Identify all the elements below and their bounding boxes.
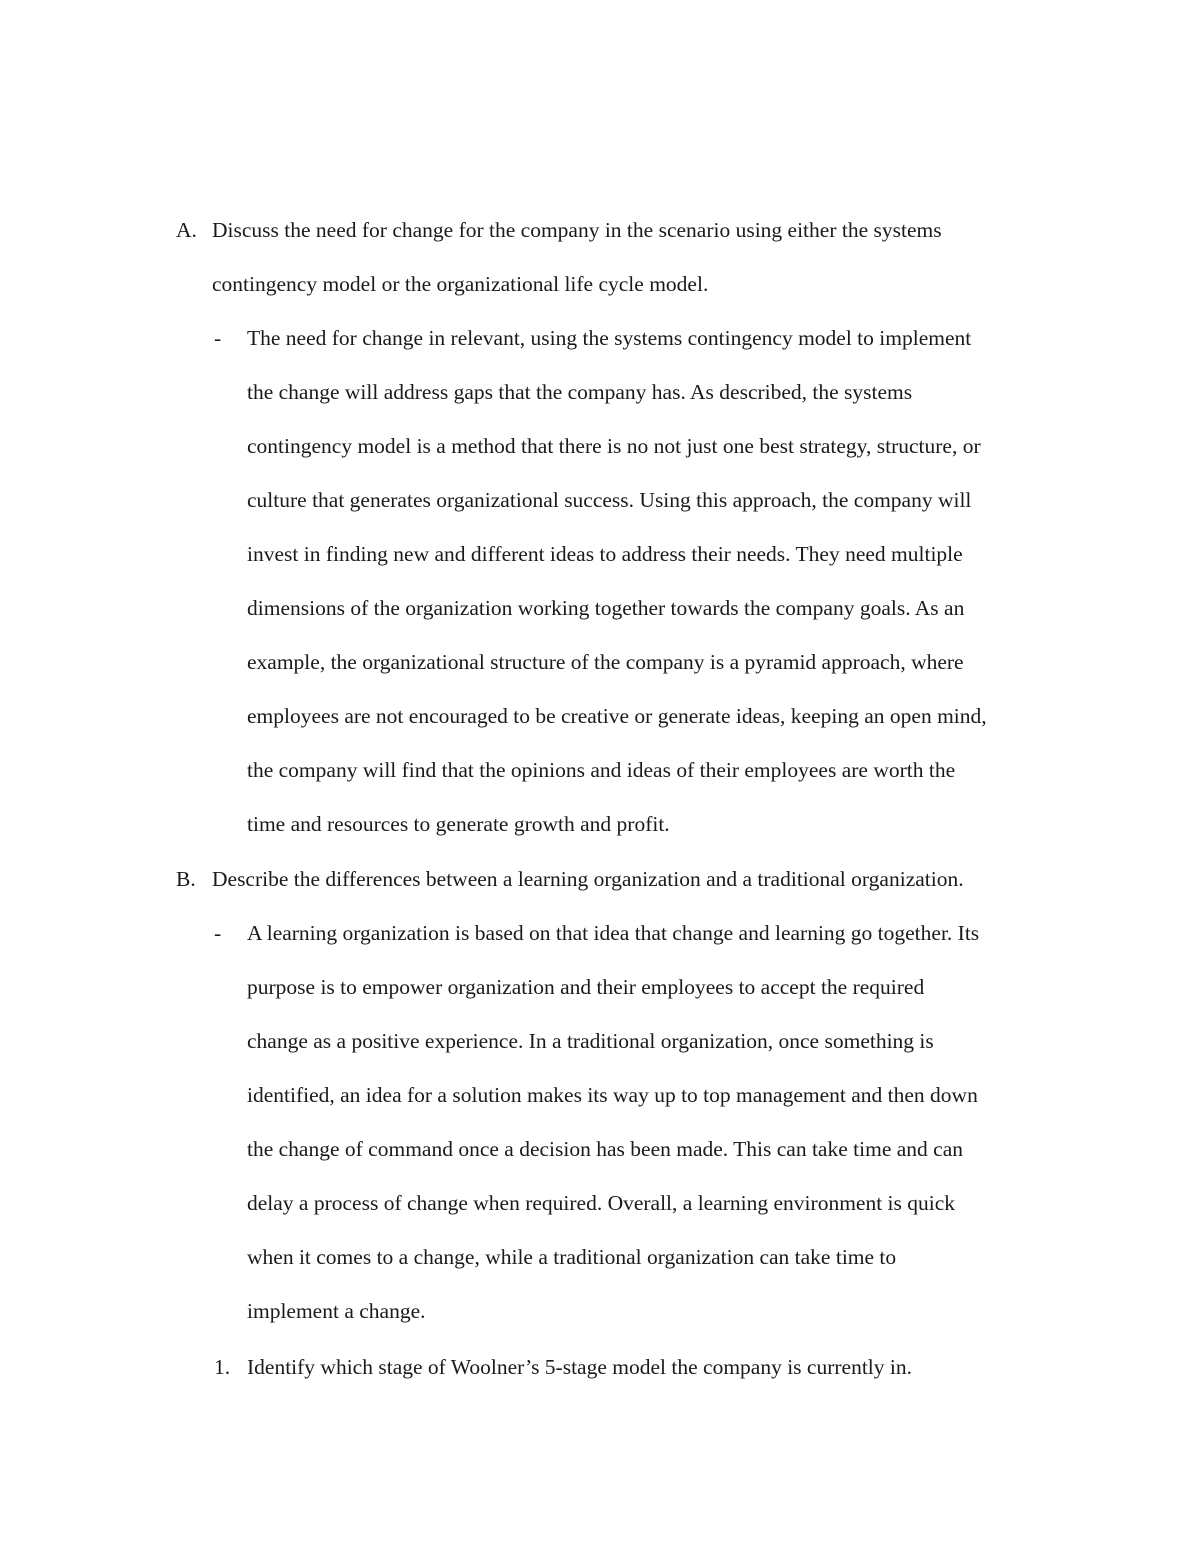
subquestion-number: 1. <box>214 1355 231 1379</box>
section-b-answer-line: implement a change. <box>247 1299 426 1323</box>
section-a-question-line: Discuss the need for change for the company in the scenario using either the systems <box>212 218 942 242</box>
section-a-answer-line: contingency model is a method that there is no not just one best strategy, structure, or <box>247 434 981 458</box>
subquestion-text: Identify which stage of Woolner’s 5-stage model the company is currently in. <box>247 1355 912 1379</box>
section-a-answer-line: dimensions of the organization working together towards the company goals. As an <box>247 596 965 620</box>
section-a-answer-line: The need for change in relevant, using the systems contingency model to implement <box>247 326 972 350</box>
section-a-answer-line: culture that generates organizational success. Using this approach, the company will <box>247 488 972 512</box>
section-b-answer-line: the change of command once a decision has been made. This can take time and can <box>247 1137 963 1161</box>
section-b-answer-line: identified, an idea for a solution makes its way up to top management and then down <box>247 1083 978 1107</box>
section-a-answer-bullet: - <box>214 326 222 350</box>
section-b-question-line: Describe the differences between a learning organization and a traditional organization. <box>212 867 964 891</box>
section-a-answer-line: the company will find that the opinions and ideas of their employees are worth the <box>247 758 956 782</box>
section-b-answer-line: A learning organization is based on that idea that change and learning go together. Its <box>247 921 980 945</box>
section-b-answer-line: delay a process of change when required. Overall, a learning environment is quick <box>247 1191 956 1215</box>
section-b-answer-line: purpose is to empower organization and their employees to accept the required <box>247 975 925 999</box>
section-b-answer-line: change as a positive experience. In a traditional organization, once something is <box>247 1029 934 1053</box>
section-a-answer-line: time and resources to generate growth and profit. <box>247 812 670 836</box>
section-a-question-line: contingency model or the organizational life cycle model. <box>212 272 709 296</box>
section-a-answer-line: invest in finding new and different ideas to address their needs. They need multiple <box>247 542 963 566</box>
section-a-answer-line: the change will address gaps that the company has. As described, the systems <box>247 380 913 404</box>
section-b-answer-line: when it comes to a change, while a traditional organization can take time to <box>247 1245 897 1269</box>
section-a-marker: A. <box>176 218 197 242</box>
section-b-answer-bullet: - <box>214 921 222 945</box>
section-a-answer-line: employees are not encouraged to be creative or generate ideas, keeping an open mind, <box>247 704 987 728</box>
section-b-marker: B. <box>176 867 196 891</box>
section-a-answer-line: example, the organizational structure of the company is a pyramid approach, where <box>247 650 964 674</box>
